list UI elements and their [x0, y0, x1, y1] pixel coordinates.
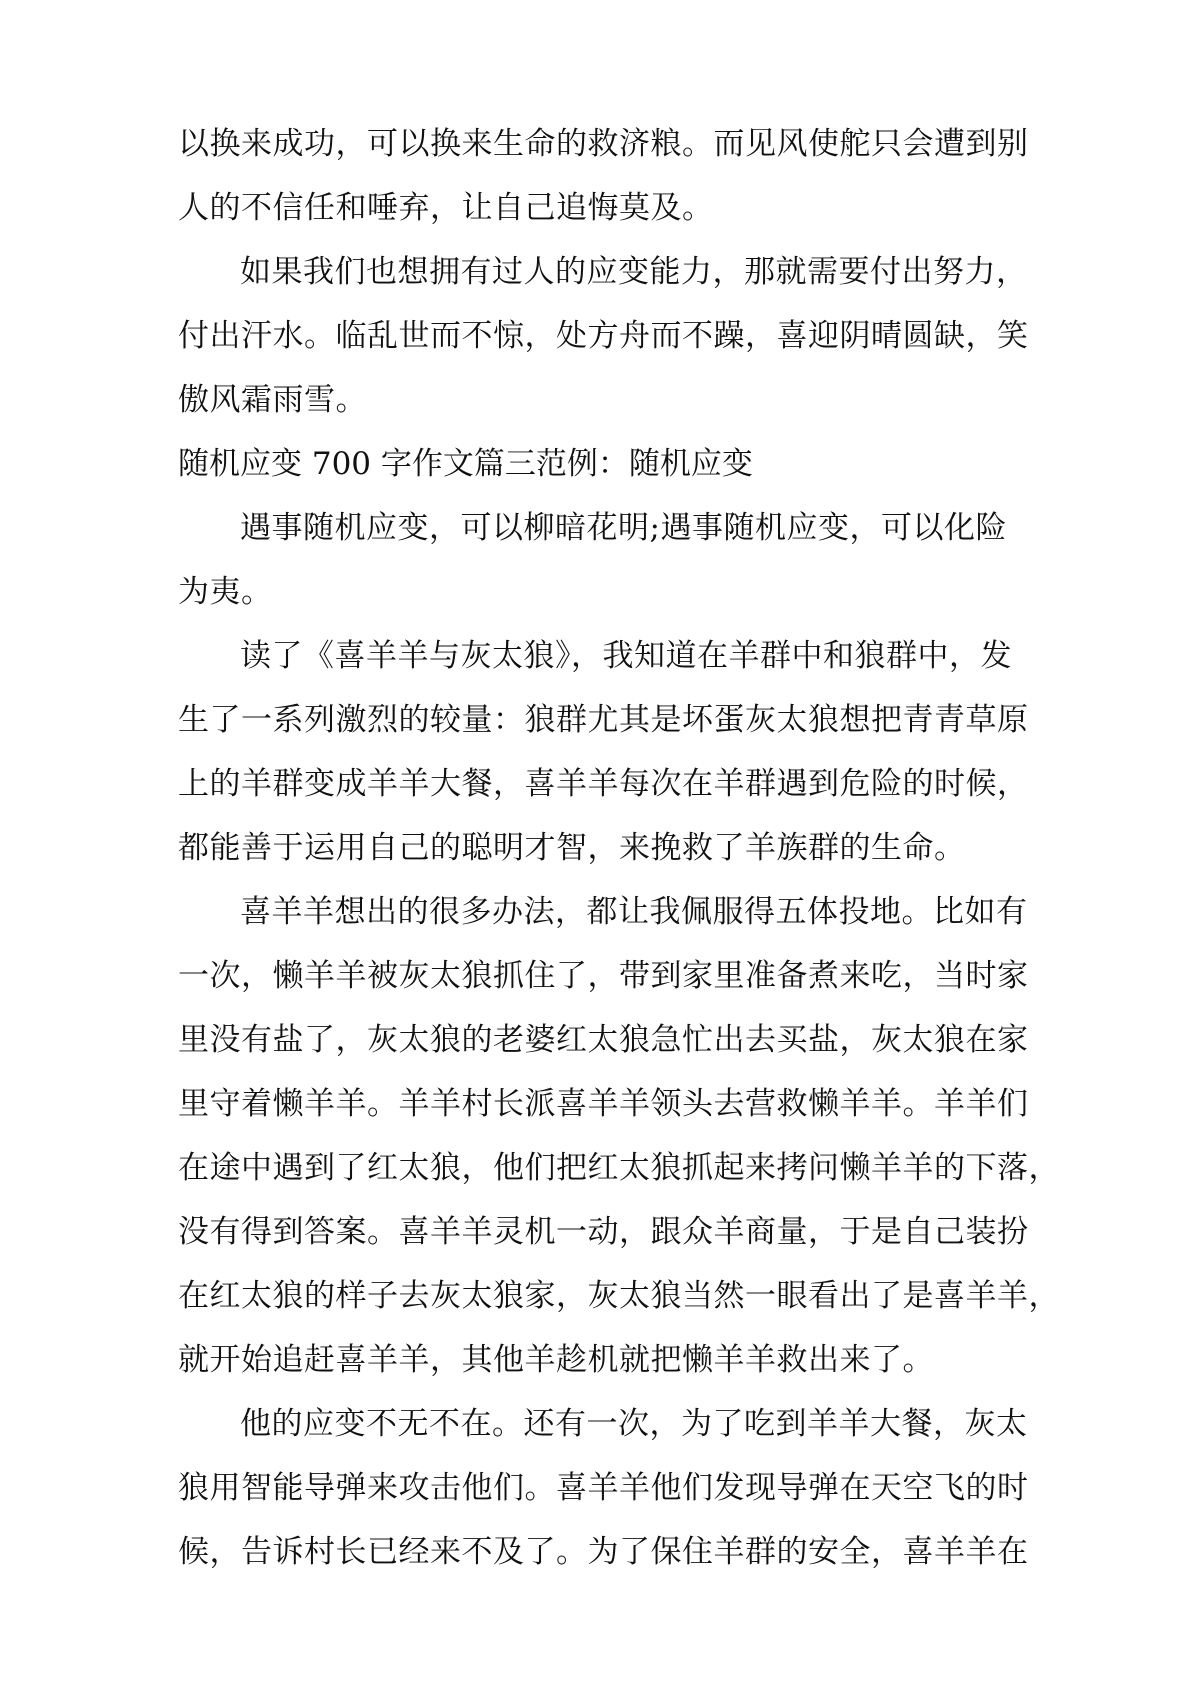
paragraph	[178, 240, 1068, 432]
text-line: 生了一系列激烈的较量：狼群尤其是坏蛋灰太狼想把青青草原	[178, 702, 1029, 738]
paragraph	[178, 496, 1068, 624]
text-line: 如果我们也想拥有过人的应变能力，那就需要付出努力，	[240, 254, 1028, 290]
text-line: 狼用智能导弹来攻击他们。喜羊羊他们发现导弹在天空飞的时	[178, 1470, 1029, 1506]
heading-text: 随机应变 700 字作文篇三范例：随机应变	[178, 446, 753, 482]
text-line: 傲风霜雨雪。	[178, 382, 367, 418]
document-body	[178, 112, 1068, 1584]
text-line: 读了《喜羊羊与灰太狼》，我知道在羊群中和狼群中，发	[240, 638, 1012, 674]
text-line: 付出汗水。临乱世而不惊，处方舟而不躁，喜迎阴晴圆缺，笑	[178, 318, 1029, 354]
paragraph	[178, 624, 1068, 880]
text-line: 他的应变不无不在。还有一次，为了吃到羊羊大餐，灰太	[240, 1406, 1028, 1442]
text-line: 在途中遇到了红太狼，他们把红太狼抓起来拷问懒羊羊的下落，	[178, 1150, 1060, 1186]
text-line: 里守着懒羊羊。羊羊村长派喜羊羊领头去营救懒羊羊。羊羊们	[178, 1086, 1029, 1122]
paragraph	[178, 112, 1068, 240]
paragraph	[178, 880, 1068, 1392]
text-line: 在红太狼的样子去灰太狼家，灰太狼当然一眼看出了是喜羊羊，	[178, 1278, 1060, 1314]
text-line: 人的不信任和唾弃，让自己追悔莫及。	[178, 190, 714, 226]
paragraph	[178, 1392, 1068, 1584]
text-line: 一次，懒羊羊被灰太狼抓住了，带到家里准备煮来吃，当时家	[178, 958, 1029, 994]
text-line: 喜羊羊想出的很多办法，都让我佩服得五体投地。比如有	[240, 894, 1028, 930]
text-line: 为夷。	[178, 574, 273, 610]
text-line: 就开始追赶喜羊羊，其他羊趁机就把懒羊羊救出来了。	[178, 1342, 934, 1378]
text-line: 上的羊群变成羊羊大餐，喜羊羊每次在羊群遇到危险的时候，	[178, 766, 1029, 802]
text-line: 以换来成功，可以换来生命的救济粮。而见风使舵只会遭到别	[178, 126, 1029, 162]
text-line: 遇事随机应变，可以柳暗花明;遇事随机应变，可以化险	[240, 510, 1007, 546]
text-line: 都能善于运用自己的聪明才智，来挽救了羊族群的生命。	[178, 830, 966, 866]
text-line: 候，告诉村长已经来不及了。为了保住羊群的安全，喜羊羊在	[178, 1534, 1029, 1570]
text-line: 里没有盐了，灰太狼的老婆红太狼急忙出去买盐，灰太狼在家	[178, 1022, 1029, 1058]
text-line: 没有得到答案。喜羊羊灵机一动，跟众羊商量，于是自己装扮	[178, 1214, 1029, 1250]
section-heading	[178, 432, 1068, 496]
